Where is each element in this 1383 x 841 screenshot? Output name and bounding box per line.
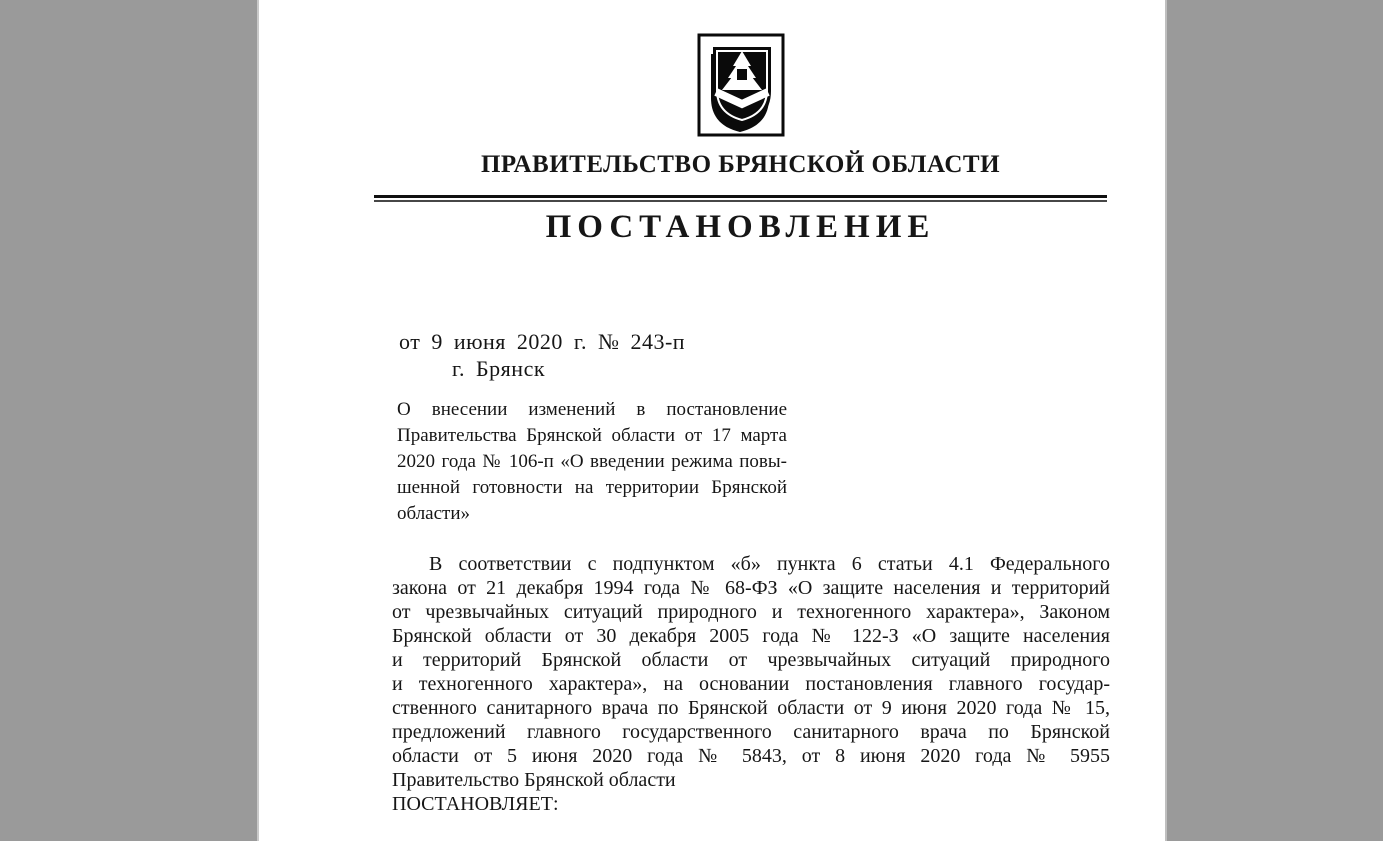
- body-line: и территорий Брянской области от чрезвычайных ситуаций природного: [392, 649, 1110, 671]
- subject-line: области»: [397, 503, 471, 524]
- document-page: [257, 0, 1167, 841]
- subject-paragraph: [397, 397, 787, 527]
- doc-type-title: ПОСТАНОВЛЕНИЕ: [545, 209, 936, 245]
- body-line: Брянской области от 30 декабря 2005 года № 122-З «О защите населения: [392, 625, 1110, 647]
- subject-line: 2020 года № 106-п «О введении режима повы-: [397, 451, 787, 472]
- header-divider: [374, 195, 1107, 202]
- subject-line: О внесении изменений в постановление: [397, 399, 787, 420]
- body-line: области от 5 июня 2020 года № 5843, от 8 июня 2020 года № 5955: [392, 745, 1110, 767]
- coat-of-arms-icon: [697, 33, 785, 137]
- body-paragraph: [392, 552, 1110, 816]
- city-line: г. Брянск: [452, 356, 546, 381]
- body-line: ственного санитарного врача по Брянской области от 9 июня 2020 года № 15,: [392, 697, 1110, 719]
- body-line: предложений главного государственного санитарного врача по Брянской: [392, 721, 1110, 743]
- subject-line: шенной готовности на территории Брянской: [397, 477, 787, 498]
- body-line: Правительство Брянской области: [392, 769, 676, 791]
- doc-meta: [399, 328, 685, 382]
- body-line: закона от 21 декабря 1994 года № 68-ФЗ «О защите населения и территорий: [392, 577, 1110, 599]
- body-line: ПОСТАНОВЛЯЕТ:: [392, 793, 559, 815]
- body-line: от чрезвычайных ситуаций природного и техногенного характера», Законом: [392, 601, 1110, 623]
- body-line: и техногенного характера», на основании постановления главного государ-: [392, 673, 1110, 695]
- body-line: В соответствии с подпунктом «б» пункта 6 статьи 4.1 Федерального: [429, 553, 1110, 575]
- date-number-line: от 9 июня 2020 г. № 243-п: [399, 329, 686, 354]
- org-name: ПРАВИТЕЛЬСТВО БРЯНСКОЙ ОБЛАСТИ: [480, 151, 1001, 178]
- subject-line: Правительства Брянской области от 17 марта: [397, 425, 787, 446]
